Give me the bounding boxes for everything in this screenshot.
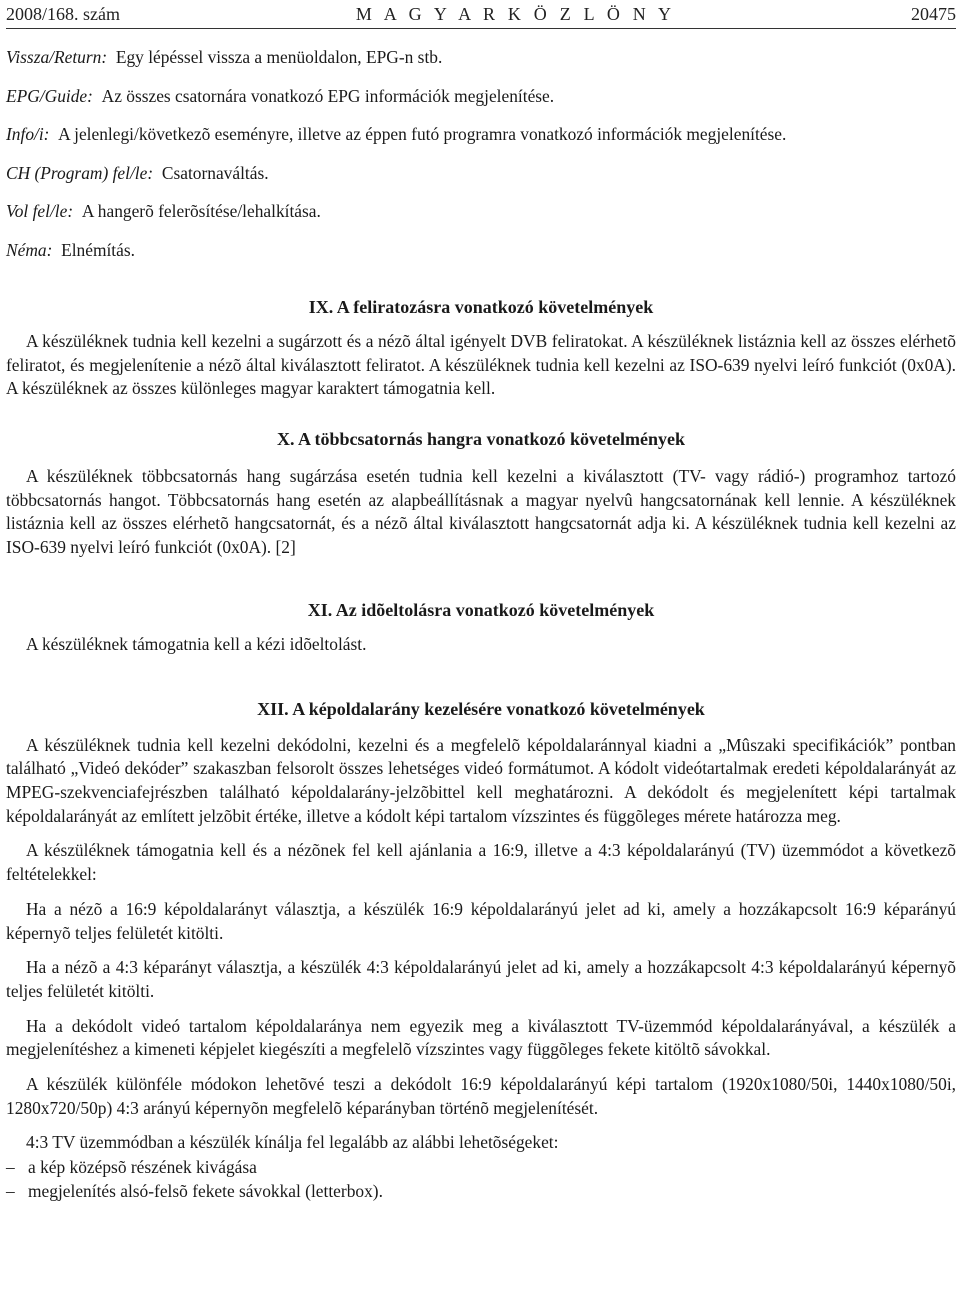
list-item: – megjelenítés alsó-felsõ fekete sávokkal (letterbox). [6, 1179, 956, 1203]
document-page [6, 0, 956, 1203]
issue-number: 2008/168. szám [6, 4, 120, 24]
control-key: Vol fel/le: [6, 201, 74, 222]
control-item-volume [6, 199, 956, 223]
control-item-channel [6, 161, 956, 185]
control-value: A jelenlegi/következõ eseményre, illetve az éppen futó programra vonatkozó információk megjelenítése. [58, 124, 787, 145]
control-item-info [6, 122, 956, 146]
section-xii-paragraph: Ha a dekódolt videó tartalom képoldalaránya nem egyezik meg a kiválasztott TV-üzemmód képoldalarányával, a készülék a megjelenítéshez a kimeneti képjelet kiegészíti a megfelelõ vízszintes vagy függõleges fekete kitöltõ sávokkal. [6, 1015, 956, 1060]
section-xii-paragraph: Ha a nézõ a 4:3 képarányt választja, a készülék 4:3 képoldalarányú jelet ad ki, amely a hozzákapcsolt 4:3 képoldalarányú képernyõ teljes felületét kitölti. [6, 957, 956, 1001]
control-key: Info/i: [6, 124, 50, 145]
section-xi-body: A készüléknek támogatnia kell a kézi idõeltolást. [26, 633, 367, 654]
section-ix-heading: IX. A feliratozásra vonatkozó követelmények [308, 296, 654, 317]
control-value: Csatornaváltás. [161, 162, 269, 183]
remote-control-list [6, 45, 956, 262]
control-value: Az összes csatornára vonatkozó EPG információk megjelenítése. [101, 85, 555, 106]
control-value: Egy lépéssel vissza a menüoldalon, EPG-n stb. [115, 47, 443, 67]
section-xii-heading: XII. A képoldalarány kezelésére vonatkozó követelmények [257, 698, 705, 719]
section-xi-heading: XI. Az idõeltolásra vonatkozó követelmények [307, 599, 655, 620]
control-key: Néma: [6, 239, 53, 260]
section-xii-paragraph: A készüléknek tudnia kell kezelni dekódolni, kezelni és a megfelelõ képoldalaránnyal kiadni a „Mûszaki specifikációk” pontban található „Videó dekóder” szakaszban felsorolt összes lehetséges videó formátumot. A kódolt videótartalmak eredeti képoldalarányát az MPEG-szekvenciafejrészben található képoldalarány-jelzõbittel kell meghatározni. A dekódolt és megjelenített képi tartalmak képoldalarányát az említett jelzõbit értéke, illetve a kódolt képi tartalom vízszintes és függõleges mérete határozza meg. [6, 734, 956, 826]
control-value: Elnémítás. [61, 239, 135, 260]
section-xii-paragraph: 4:3 TV üzemmódban a készülék kínálja fel legalább az alábbi lehetõségeket: [26, 1132, 559, 1153]
section-x-body: A készüléknek többcsatornás hang sugárzása esetén tudnia kell kezelni a kiválasztott (TV- vagy rádió-) programhoz tartozó többcsatornás hangot. Többcsatornás hang esetén az alapbeállításnak a magyar nyelvû hangcsatornának kell lennie. A készüléknek listáznia kell az összes elérhetõ hangcsatornát, és a nézõ által kiválasztott hangcsatornát adja ki. A készüléknek tudnia kell kezelni az ISO-639 nyelvi leíró funkciót (0x0A). [2] [6, 466, 956, 558]
page-header [6, 0, 956, 29]
section-xii-paragraph: A készülék különféle módokon lehetõvé teszi a dekódolt 16:9 képoldalarányú képi tartalom (1920x1080/50i, 1440x1080/50i, 1280x720/50p) 4:3 arányú képernyõn megfelelõ képarányban történõ megjelenítését. [6, 1074, 956, 1118]
list-item: – a kép középsõ részének kivágása [6, 1155, 956, 1179]
section-xii-paragraph: A készüléknek támogatnia kell és a nézõnek fel kell ajánlania a 16:9, illetve a 4:3 képoldalarányú (TV) üzemmódot a következõ feltételekkel: [6, 840, 956, 885]
publication-title: M A G Y A R K Ö Z L Ö N Y [355, 4, 676, 24]
control-value: A hangerõ felerõsítése/lehalkítása. [81, 201, 321, 222]
section-x-heading: X. A többcsatornás hangra vonatkozó követelmények [276, 429, 685, 450]
control-item-return [6, 45, 956, 69]
section-ix-body: A készüléknek tudnia kell kezelni a sugárzott és a nézõ által igényelt DVB feliratokat. A készüléknek listáznia kell az összes elérhetõ feliratot, és megjelenítenie a nézõ által kiválasztott feliratot. A készüléknek tudnia kell kezelni az ISO-639 nyelvi leíró funkciót (0x0A). A készüléknek az összes különleges magyar karaktert támogatnia kell. [6, 330, 956, 399]
control-item-mute [6, 238, 956, 262]
page-number: 20475 [910, 4, 956, 24]
control-key: Vissza/Return: [6, 47, 108, 67]
option-list [6, 1155, 956, 1203]
control-item-epg [6, 84, 956, 108]
control-key: CH (Program) fel/le: [6, 162, 154, 183]
section-xii-paragraph: Ha a nézõ a 16:9 képoldalarányt választja, a készülék 16:9 képoldalarányú jelet ad ki, amely a hozzákapcsolt 16:9 képarányú képernyõ teljes felületét kitölti. [6, 898, 956, 943]
control-key: EPG/Guide: [6, 85, 93, 106]
